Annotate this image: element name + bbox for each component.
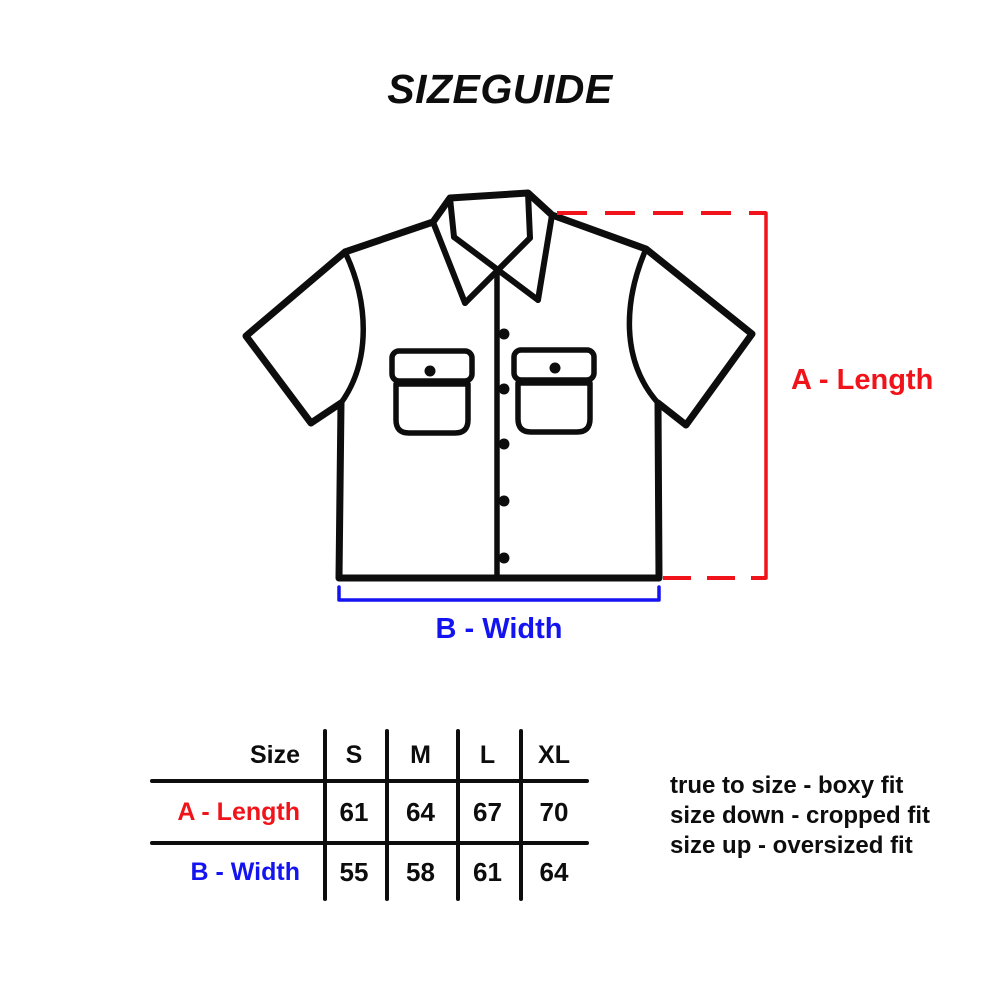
length-value-l: 67: [473, 796, 502, 827]
width-dimension-bracket: [339, 587, 659, 600]
size-table: [150, 729, 589, 901]
table-gridline-vertical: [456, 729, 460, 901]
table-gridline-horizontal: [150, 841, 589, 845]
length-value-m: 64: [406, 796, 435, 827]
width-label: B - Width: [435, 613, 563, 645]
size-table-header-size: Size: [249, 740, 300, 769]
fit-note: size up - oversized fit: [670, 832, 913, 859]
width-value-s: 55: [339, 856, 369, 887]
width-value-l: 61: [473, 856, 502, 887]
size-table-header-xl: XL: [538, 740, 570, 769]
right-chest-pocket: [514, 350, 594, 432]
length-row-label: A - Length: [177, 797, 300, 826]
left-chest-pocket: [392, 351, 472, 433]
table-gridline-vertical: [519, 729, 523, 901]
table-gridline-horizontal: [150, 779, 589, 783]
length-label: A - Length: [791, 364, 934, 396]
length-value-xl: 70: [539, 796, 569, 827]
table-gridline-vertical: [323, 729, 327, 901]
width-value-m: 58: [406, 856, 435, 887]
width-row-label: B - Width: [190, 857, 300, 886]
width-value-xl: 64: [539, 856, 569, 887]
shirt-illustration: [246, 193, 752, 578]
table-gridline-vertical: [385, 729, 389, 901]
size-table-header-m: M: [410, 740, 431, 769]
fit-note: true to size - boxy fit: [670, 772, 904, 799]
width-bracket: [339, 587, 659, 600]
fit-note: size down - cropped fit: [670, 802, 931, 829]
size-table-header-l: L: [479, 740, 496, 769]
length-value-s: 61: [339, 796, 369, 827]
fit-notes: [670, 771, 930, 861]
page-title: SIZEGUIDE: [387, 66, 613, 112]
size-table-header-s: S: [345, 740, 363, 769]
size-table-grid: [150, 729, 589, 901]
